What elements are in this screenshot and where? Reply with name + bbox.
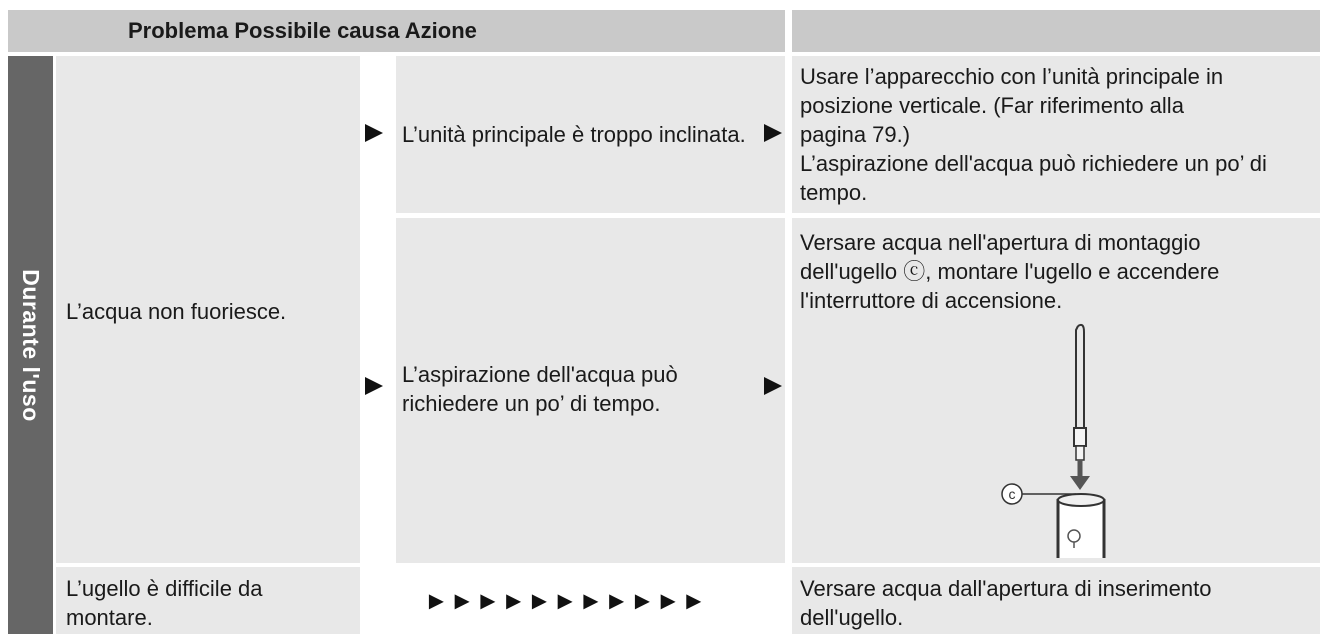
nozzle-illustration [960,318,1140,558]
arrow-icon [764,124,782,142]
arrow-icon [365,377,383,395]
problem-text-2: L’ugello è difficile da montare. [66,576,263,630]
action-text-2: Versare acqua dall'apertura di inserimento dell'ugello. [800,576,1212,630]
header-bar-right [792,10,1320,52]
cause-text-1b: L’aspirazione dell'acqua può richiedere un po’ di tempo. [402,362,678,416]
callout-label: c [1008,486,1016,502]
side-label-box [8,56,53,634]
action-text-1a: Usare l’apparecchio con l’unità principale in posizione verticale. (Far riferimento alla pagina 79.) L’aspirazione dell'acqua può richiedere un po’ di tempo. [800,64,1267,205]
arrow-icon [764,377,782,395]
arrow-icon [365,124,383,142]
cause-text-1a: L’unità principale è troppo inclinata. [402,122,746,147]
side-label: Durante l'uso [18,268,45,422]
header-title: Problema Possibile causa Azione [128,18,477,43]
problem-text-1: L’acqua non fuoriesce. [66,299,287,324]
arrow-row: ►►►►►►►►►►► [424,587,708,615]
action-text-1b: Versare acqua nell'apertura di montaggio dell'ugello ⓒ, montare l'ugello e accendere l'interruttore di accensione. [800,230,1220,313]
